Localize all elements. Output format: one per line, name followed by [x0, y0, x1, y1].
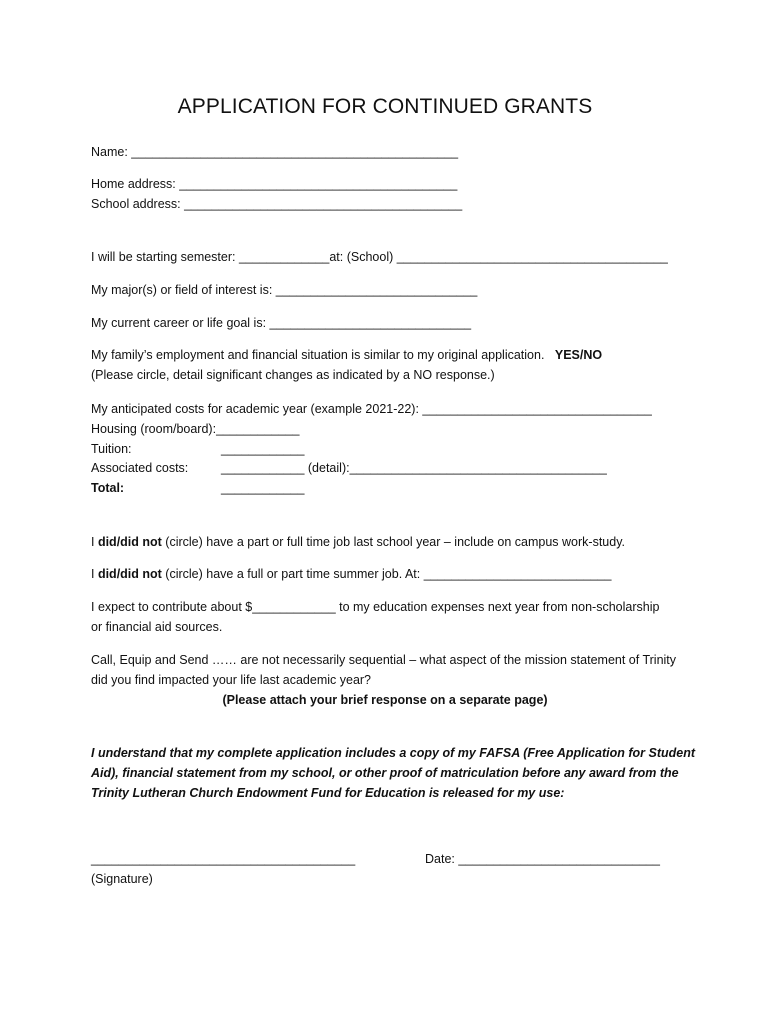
- home-address-line: Home address: ________________________________________: [91, 177, 458, 191]
- housing-cost-line: [91, 421, 300, 437]
- school-year-job-choice: did/did not: [97, 535, 162, 549]
- school-year-job-pre: I: [91, 535, 98, 549]
- fafsa-statement-line-3: Trinity Lutheran Church Endowment Fund for Education is released for my use:: [91, 786, 565, 800]
- school-year-job-post: (circle) have a part or full time job last school year – include on campus work-study.: [161, 535, 625, 549]
- associated-costs-label: Associated costs:: [91, 461, 189, 475]
- tuition-blank: ____________: [221, 442, 305, 456]
- mission-question-line-1: Call, Equip and Send …… are not necessarily sequential – what aspect of the mission statement of Trinity: [91, 653, 677, 667]
- contribution-line-1: I expect to contribute about $____________ to my education expenses next year from non-scholarship: [91, 600, 660, 614]
- total-label: Total:: [91, 481, 125, 495]
- name-field-line: Name: _______________________________________________: [91, 145, 459, 159]
- signature-blank: ______________________________________: [91, 852, 356, 866]
- anticipated-costs-line: My anticipated costs for academic year (example 2021-22): _________________________________: [91, 402, 652, 416]
- summer-job-line: [91, 566, 611, 582]
- summer-job-post: (circle) have a full or part time summer job. At: ___________________________: [161, 567, 612, 581]
- page-title: APPLICATION FOR CONTINUED GRANTS: [177, 95, 593, 118]
- signature-label: (Signature): [91, 872, 153, 886]
- summer-job-pre: I: [91, 567, 98, 581]
- career-line: My current career or life goal is: _____________________________: [91, 316, 472, 330]
- family-situation-note: (Please circle, detail significant changes as indicated by a NO response.): [91, 368, 495, 382]
- major-line: My major(s) or field of interest is: _____________________________: [91, 283, 478, 297]
- fafsa-statement-line-2: Aid), financial statement from my school, or other proof of matriculation before any award from the: [91, 766, 679, 780]
- semester-line: I will be starting semester: _____________at: (School) _______________________________________: [91, 250, 668, 264]
- family-situation-text: My family’s employment and financial situation is similar to my original application.: [91, 348, 545, 362]
- contribution-line-2: or financial aid sources.: [91, 620, 223, 634]
- summer-job-choice: did/did not: [97, 567, 162, 581]
- tuition-label: Tuition:: [91, 442, 132, 456]
- total-blank: ____________: [221, 481, 305, 495]
- housing-blank: ____________: [216, 422, 300, 436]
- family-situation-line: [91, 347, 602, 363]
- housing-label: Housing (room/board):: [91, 422, 217, 436]
- school-year-job-line: [91, 534, 625, 550]
- attach-response-note: (Please attach your brief response on a separate page): [222, 693, 548, 707]
- date-field-line: Date: _____________________________: [425, 852, 660, 866]
- mission-question-line-2: did you find impacted your life last academic year?: [91, 673, 372, 687]
- yes-no-choice: YES/NO: [554, 348, 603, 362]
- associated-costs-blank: ____________ (detail):_____________________________________: [221, 461, 607, 475]
- school-address-line: School address: ________________________________________: [91, 197, 463, 211]
- fafsa-statement-line-1: I understand that my complete application includes a copy of my FAFSA (Free Application for Student: [91, 746, 696, 760]
